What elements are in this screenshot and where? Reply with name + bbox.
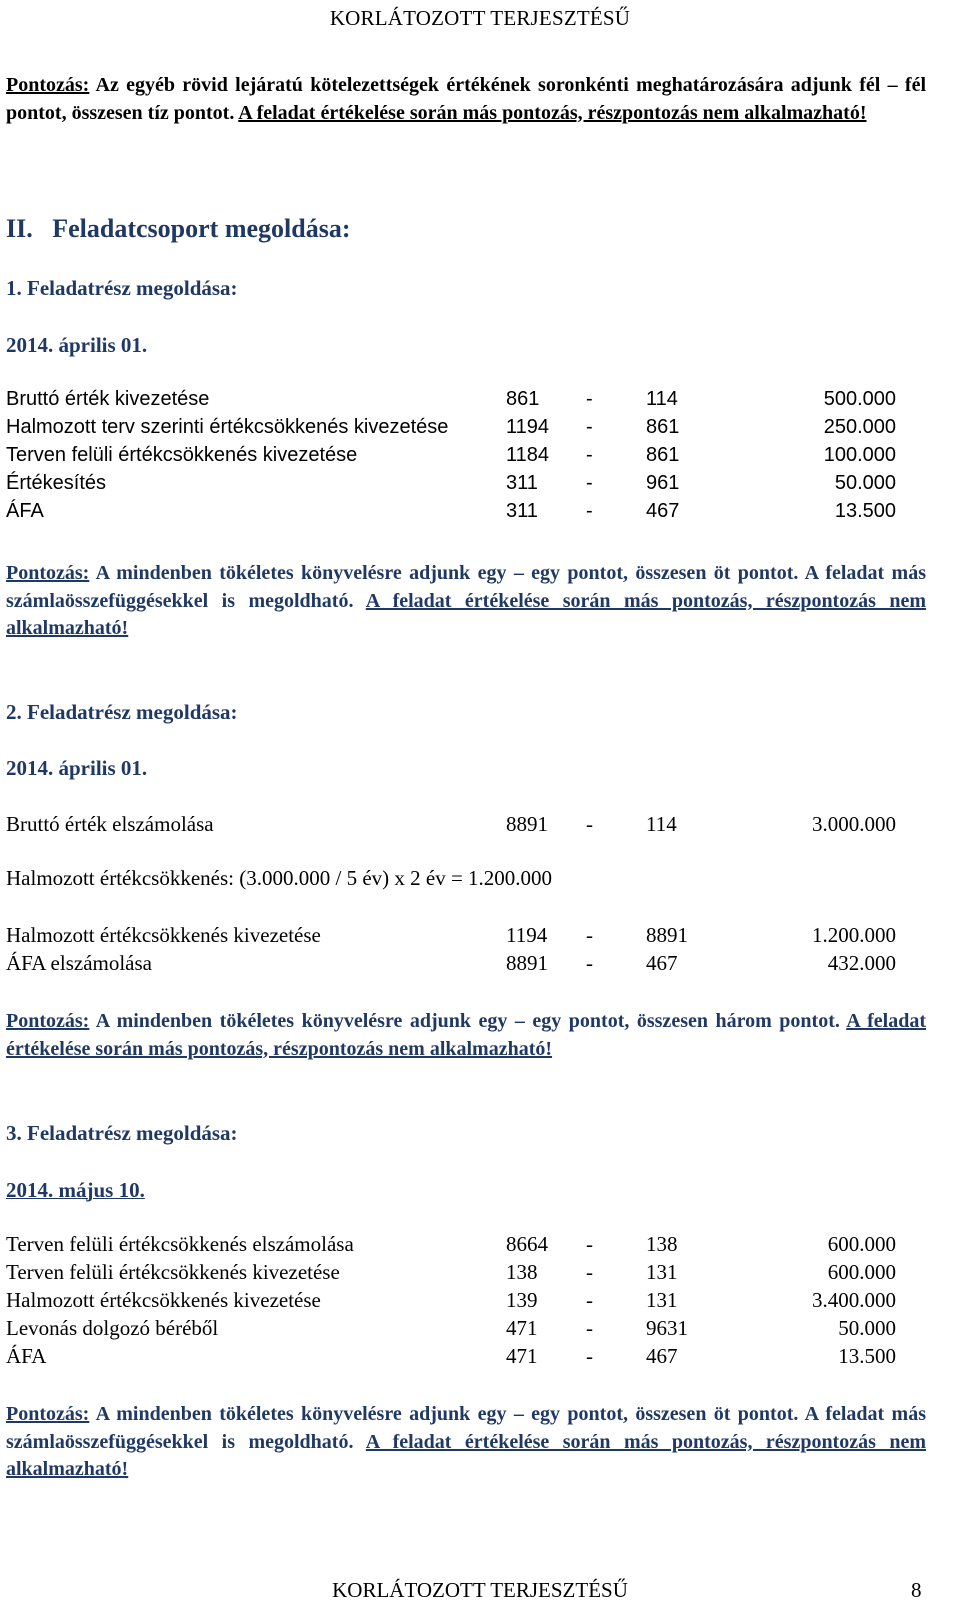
- row-label: ÁFA elszámolása: [6, 951, 152, 975]
- row-separator: -: [586, 1232, 593, 1256]
- row-amount: 13.500: [838, 1344, 896, 1368]
- ledger-row: [6, 388, 906, 416]
- intro-scoring-rule: A feladat értékelése során más pontozás, részpontozás nem alkalmazható!: [238, 101, 867, 124]
- row-debit-account: 138: [506, 1260, 538, 1284]
- ledger-row: [6, 923, 906, 951]
- part2-scoring-text: A mindenben tökéletes könyvelésre adjunk egy – egy pontot, összesen három pontot.: [89, 1010, 847, 1032]
- row-separator: -: [586, 923, 593, 947]
- row-credit-account: 114: [646, 812, 677, 836]
- row-amount: 500.000: [823, 388, 896, 410]
- part1-ledger: [6, 388, 906, 528]
- part2-ledger: [6, 923, 906, 979]
- row-debit-account: 1194: [506, 923, 548, 947]
- row-debit-account: 1194: [506, 416, 550, 438]
- row-separator: -: [586, 1344, 593, 1368]
- row-credit-account: 9631: [646, 1316, 688, 1340]
- row-separator: -: [586, 500, 593, 522]
- intro-scoring-paragraph: [6, 72, 926, 127]
- row-separator: -: [586, 472, 593, 494]
- part2-scoring-rule: A feladat értékelése során más pontozás, részpontozás nem alkalmazható!: [6, 1010, 926, 1060]
- row-credit-account: 861: [646, 444, 680, 466]
- row-credit-account: 8891: [646, 923, 688, 947]
- row-debit-account: 311: [506, 472, 538, 494]
- row-amount: 13.500: [834, 500, 896, 522]
- row-amount: 50.000: [838, 1316, 896, 1340]
- row-separator: -: [586, 388, 593, 410]
- row-amount: 100.000: [823, 444, 896, 466]
- row-label: Halmozott terv szerinti értékcsökkenés kivezetése: [6, 416, 449, 438]
- row-credit-account: 467: [646, 1344, 678, 1368]
- row-label: Értékesítés: [6, 472, 107, 494]
- row-label: Halmozott értékcsökkenés kivezetése: [6, 1288, 321, 1312]
- row-credit-account: 131: [646, 1260, 678, 1284]
- ledger-row: [6, 1232, 906, 1260]
- row-label: Terven felüli értékcsökkenés elszámolása: [6, 1232, 354, 1256]
- row-amount: 600.000: [827, 1232, 896, 1256]
- row-separator: -: [586, 416, 593, 438]
- ledger-row: [6, 500, 906, 528]
- row-credit-account: 114: [646, 388, 678, 410]
- part3-scoring-label: Pontozás:: [6, 1403, 90, 1425]
- row-amount: 1.200.000: [812, 923, 896, 947]
- row-label: ÁFA: [6, 1344, 47, 1368]
- row-label: ÁFA: [6, 500, 44, 522]
- row-credit-account: 467: [646, 500, 680, 522]
- part1-date: 2014. április 01.: [6, 333, 148, 357]
- part3-title: 3. Feladatrész megoldása:: [6, 1121, 238, 1145]
- row-label: Bruttó érték elszámolása: [6, 812, 214, 836]
- row-amount: 432.000: [827, 951, 896, 975]
- part1-scoring-paragraph: [6, 560, 926, 643]
- row-amount: 3.000.000: [812, 812, 896, 836]
- row-separator: -: [586, 1260, 593, 1284]
- row-debit-account: 1184: [506, 444, 550, 466]
- ledger-row: [6, 1260, 906, 1288]
- ledger-row: [6, 416, 906, 444]
- row-credit-account: 961: [646, 472, 680, 494]
- row-amount: 250.000: [823, 416, 896, 438]
- row-credit-account: 138: [646, 1232, 678, 1256]
- part1-scoring-rule: A feladat értékelése során más pontozás, részpontozás nem alkalmazható!: [6, 589, 926, 639]
- part1-scoring-label: Pontozás:: [6, 562, 90, 584]
- row-separator: -: [586, 1288, 593, 1312]
- row-debit-account: 311: [506, 500, 538, 522]
- part2-calculation: Halmozott értékcsökkenés: (3.000.000 / 5 év) x 2 év = 1.200.000: [6, 866, 553, 890]
- part1-title: 1. Feladatrész megoldása:: [6, 276, 238, 300]
- ledger-row: [6, 1344, 906, 1372]
- row-debit-account: 8664: [506, 1232, 548, 1256]
- page-number: 8: [911, 1578, 922, 1602]
- row-label: Bruttó érték kivezetése: [6, 388, 210, 410]
- row-debit-account: 139: [506, 1288, 538, 1312]
- row-separator: -: [586, 951, 593, 975]
- part2-scoring-paragraph: [6, 1008, 926, 1063]
- row-separator: -: [586, 812, 593, 836]
- row-credit-account: 861: [646, 416, 680, 438]
- part2-date: 2014. április 01.: [6, 756, 148, 780]
- intro-scoring-label: Pontozás:: [6, 74, 90, 96]
- ledger-row: [6, 1316, 906, 1344]
- row-debit-account: 8891: [506, 951, 548, 975]
- row-credit-account: 467: [646, 951, 678, 975]
- part3-scoring-paragraph: [6, 1401, 926, 1484]
- row-amount: 600.000: [827, 1260, 896, 1284]
- ledger-row: [6, 1288, 906, 1316]
- section-title: II. Feladatcsoport megoldása:: [6, 214, 351, 243]
- row-separator: -: [586, 1316, 593, 1340]
- row-amount: 3.400.000: [812, 1288, 896, 1312]
- row-debit-account: 471: [506, 1344, 538, 1368]
- row-amount: 50.000: [834, 472, 896, 494]
- header-classification: KORLÁTOZOTT TERJESZTÉSŰ: [329, 6, 631, 30]
- row-debit-account: 861: [506, 388, 540, 410]
- part3-scoring-text: A mindenben tökéletes könyvelésre adjunk egy – egy pontot, összesen öt pontot. A feladat más számlaösszefüggésekkel is megoldható.: [6, 1403, 926, 1453]
- part2-scoring-label: Pontozás:: [6, 1010, 90, 1032]
- row-credit-account: 131: [646, 1288, 678, 1312]
- ledger-row: [6, 472, 906, 500]
- ledger-row: [6, 812, 906, 840]
- part3-scoring-rule: A feladat értékelése során más pontozás, részpontozás nem alkalmazható!: [6, 1430, 926, 1480]
- ledger-row: [6, 444, 906, 472]
- part2-ledger-first: [6, 812, 906, 840]
- part3-ledger: [6, 1232, 906, 1372]
- part2-title: 2. Feladatrész megoldása:: [6, 700, 238, 724]
- row-label: Terven felüli értékcsökkenés kivezetése: [6, 444, 358, 466]
- row-debit-account: 471: [506, 1316, 538, 1340]
- row-separator: -: [586, 444, 593, 466]
- part3-date: 2014. május 10.: [6, 1178, 145, 1202]
- row-debit-account: 8891: [506, 812, 548, 836]
- part1-scoring-text: A mindenben tökéletes könyvelésre adjunk egy – egy pontot, összesen öt pontot. A feladat más számlaösszefüggésekkel is megoldható.: [6, 562, 926, 612]
- row-label: Terven felüli értékcsökkenés kivezetése: [6, 1260, 340, 1284]
- intro-scoring-text: Az egyéb rövid lejáratú kötelezettségek értékének soronkénti meghatározására adjunk fél – fél pontot, összesen tíz pontot.: [6, 74, 926, 124]
- footer-classification: KORLÁTOZOTT TERJESZTÉSŰ: [332, 1578, 628, 1602]
- ledger-row: [6, 951, 906, 979]
- row-label: Levonás dolgozó béréből: [6, 1316, 219, 1340]
- row-label: Halmozott értékcsökkenés kivezetése: [6, 923, 321, 947]
